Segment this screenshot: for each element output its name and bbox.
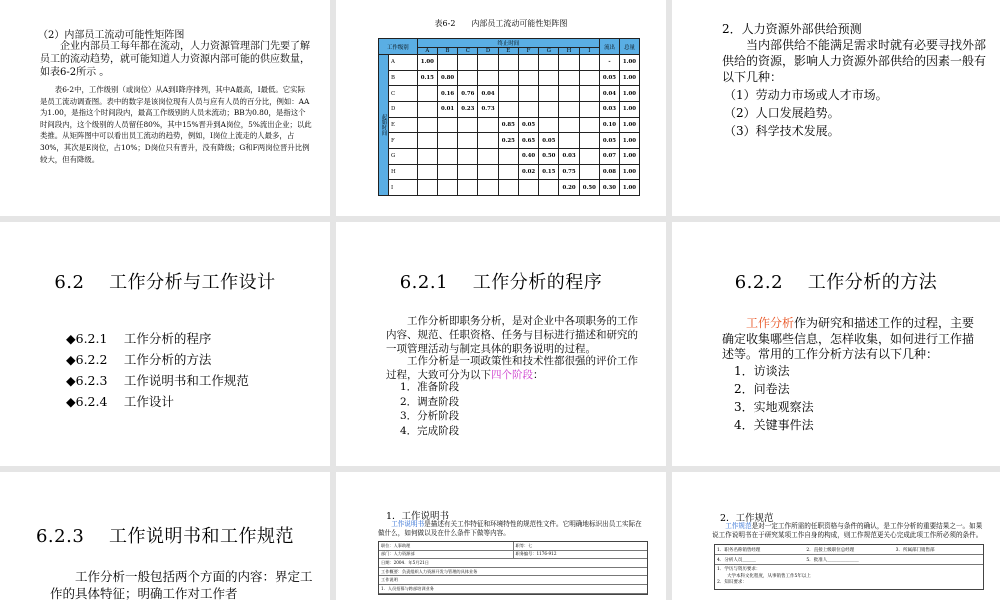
form-line: 2．知识要求： [717, 580, 747, 586]
slide-paragraph [722, 316, 984, 363]
total-cell: 1.00 [620, 148, 640, 164]
form-line: 大学本科文化程度，从事销售工作5年以上 [727, 573, 811, 579]
table-row [379, 86, 640, 102]
matrix-cell [437, 55, 457, 71]
table-row [379, 55, 640, 71]
matrix-cell: 0.15 [539, 164, 559, 180]
matrix-cell [559, 70, 579, 86]
highlight-text: 工作说明书 [391, 520, 425, 528]
column-header: H [559, 48, 579, 55]
matrix-cell [478, 148, 498, 164]
matrix-cell [458, 133, 478, 149]
matrix-cell [518, 86, 538, 102]
matrix-cell [518, 180, 538, 196]
matrix-cell: 0.03 [559, 148, 579, 164]
matrix-cell [559, 117, 579, 133]
row-category: A [389, 55, 418, 71]
method-list [734, 362, 814, 434]
total-cell: 1.00 [620, 133, 640, 149]
row-category: B [389, 70, 418, 86]
section-list [66, 328, 249, 412]
list-item: （2）人口发展趋势。 [724, 106, 840, 120]
column-header: A [417, 48, 437, 55]
matrix-cell [417, 86, 437, 102]
matrix-cell [539, 117, 559, 133]
matrix-cell [458, 180, 478, 196]
row-category: F [389, 133, 418, 149]
slide-paragraph: 工作分析一般包括两个方面的内容：界定工作的具体特征；明确工作对工作者 [50, 569, 313, 600]
list-item: ◆6.2.3 工作说明书和工作规范 [66, 373, 249, 388]
list-item: 3．实地观察法 [734, 400, 814, 414]
matrix-cell [579, 164, 599, 180]
para-text: 是对一定工作所需的任职资格与条件的确认，是工作分析的重要结果之一。如果说工作说明书在于研究某项工作自身的构成，则工作规范更关心完成此项工作所必须的条件。 [712, 522, 983, 539]
flow-matrix-table [378, 38, 640, 196]
matrix-cell [559, 86, 579, 102]
matrix-cell [518, 70, 538, 86]
highlight-text: 工作分析 [746, 316, 795, 330]
form-row [379, 551, 647, 560]
form-row [715, 555, 983, 565]
slide-title: 6.2 工作分析与工作设计 [54, 272, 276, 293]
form-cell: 日期：2004．年5月21日 [381, 559, 429, 565]
matrix-cell: 0.65 [518, 133, 538, 149]
total-cell: 1.00 [620, 180, 640, 196]
matrix-cell [417, 133, 437, 149]
slide-paragraph: 当内部供给不能满足需求时就有必要寻找外部供给的资源，影响人力资源外部供给的因素一般有以下几种： [722, 38, 987, 84]
matrix-cell [478, 70, 498, 86]
slide-thumbnail-7[interactable] [0, 472, 330, 600]
matrix-cell [579, 117, 599, 133]
form-row [379, 559, 647, 568]
form-cell: 职等：七 [513, 542, 648, 550]
matrix-cell [458, 148, 478, 164]
form-row [715, 545, 983, 555]
slide-thumbnail-5[interactable] [336, 222, 666, 466]
matrix-cell [498, 55, 518, 71]
form-row [379, 542, 647, 551]
matrix-cell [437, 133, 457, 149]
matrix-cell [539, 180, 559, 196]
matrix-cell [478, 180, 498, 196]
form-row [379, 585, 647, 594]
slide-thumbnail-4[interactable] [0, 222, 330, 466]
matrix-cell [417, 101, 437, 117]
form-cell: 2．直接上级职位总经理 [806, 547, 855, 553]
para-text: 作为研究和描述工作的过程，主要确定收集哪些信息，怎样收集，如何进行工作描述等。常用的工作分析方法有以下几种： [722, 316, 975, 361]
slide-thumbnail-1[interactable] [0, 0, 330, 216]
list-item: 4．关键事件法 [734, 418, 814, 432]
matrix-cell: 0.50 [539, 148, 559, 164]
matrix-cell [417, 117, 437, 133]
form-cell: 4．分析人员＿＿＿ [717, 557, 756, 563]
outflow-cell: 0.10 [600, 117, 620, 133]
form-cell: 5．批准人＿＿＿＿＿＿＿ [806, 557, 859, 563]
matrix-cell [458, 70, 478, 86]
slide-paragraph: 企业内部员工每年都在流动，人力资源管理部门先要了解员工的流动趋势，就可能知道人力资源内部可能的供应数量，如表6-2所示 。 [40, 41, 310, 78]
matrix-cell [437, 117, 457, 133]
column-header: I [579, 48, 599, 55]
slide-heading: 2．人力资源外部供给预测 [722, 22, 862, 36]
matrix-cell [518, 101, 538, 117]
row-category: D [389, 101, 418, 117]
slide-title: 6.2.2 工作分析的方法 [734, 272, 938, 293]
matrix-cell [559, 133, 579, 149]
table-row [379, 148, 640, 164]
slide-title: 6.2.1 工作分析的程序 [399, 272, 603, 293]
total-cell: 1.00 [620, 101, 640, 117]
list-item: 4．完成阶段 [400, 424, 460, 437]
list-item: ◆6.2.4 工作设计 [66, 394, 174, 409]
form-cell: 1．职务名称销售经理 [717, 547, 761, 553]
matrix-cell [539, 86, 559, 102]
column-header: G [539, 48, 559, 55]
total-cell: 1.00 [620, 164, 640, 180]
header-end-time: 终止时间 [417, 39, 599, 48]
form-line: 1．学历与资历要求： [717, 567, 761, 572]
row-category: E [389, 117, 418, 133]
column-header: E [498, 48, 518, 55]
outflow-cell: 0.07 [600, 148, 620, 164]
matrix-cell [579, 86, 599, 102]
matrix-cell: 0.40 [518, 148, 538, 164]
slide-paragraph [712, 522, 984, 540]
outflow-cell: 0.08 [600, 164, 620, 180]
row-category: I [389, 180, 418, 196]
table-row [379, 180, 640, 196]
para-text: ： [533, 369, 544, 381]
slide-paragraph: 表6-2中，工作级别（或岗位）从A到I降序排列，其中A最高，I最低。它实际是员工流动调查图。表中的数字是该岗位现有人员与应有人员的百分比，例如：AA为1.00，是指这个时间段内，最高工作级别的人员未流动；BB为0.80，是指这个时间段内，这个级别的人员留任80%，其中15%晋升到A岗位，5%流出企业；以此类推。从矩阵图中可以看出员工流动的趋势，例如，I岗位上流走的人最多，占30%，其次是E岗位，占10%；D岗位只有晋升，没有降级；G和F两岗位晋升比例较大，但有降级。 [40, 85, 312, 164]
matrix-cell [437, 164, 457, 180]
column-header: D [478, 48, 498, 55]
list-item: 1．访谈法 [734, 364, 790, 378]
matrix-cell: 0.16 [437, 86, 457, 102]
row-category: C [389, 86, 418, 102]
matrix-cell: 0.73 [478, 101, 498, 117]
form-row [379, 576, 647, 585]
matrix-cell: 0.01 [437, 101, 457, 117]
highlight-text: 工作规范 [725, 522, 752, 530]
matrix-cell [478, 55, 498, 71]
table-row [379, 101, 640, 117]
matrix-cell: 0.20 [559, 180, 579, 196]
outflow-cell: 0.05 [600, 133, 620, 149]
table-row [379, 133, 640, 149]
form-cell: 部门：人力资源部 [381, 551, 415, 557]
list-item: ◆6.2.1 工作分析的程序 [66, 331, 212, 346]
header-total: 总量 [620, 39, 640, 55]
slide-heading: 2．工作规范 [720, 513, 774, 524]
slide-paragraph [386, 354, 648, 382]
form-cell: 1．人员招募与跨部培训业务 [381, 585, 434, 591]
matrix-cell [579, 148, 599, 164]
matrix-cell [559, 55, 579, 71]
slide-thumbnail-2[interactable] [336, 0, 666, 216]
matrix-cell [498, 148, 518, 164]
outflow-cell: 0.04 [600, 86, 620, 102]
matrix-cell: 0.23 [458, 101, 478, 117]
matrix-cell [458, 164, 478, 180]
slide-heading: （2）内部员工流动可能性矩阵图 [38, 30, 185, 41]
matrix-cell [458, 55, 478, 71]
slide-paragraph: 工作分析即职务分析，是对企业中各项职务的工作内容、规范、任职资格、任务与目标进行描述和研究的一项管理活动与制定具体的职务说明的过程。 [386, 315, 638, 355]
list-item: （1）劳动力市场或人才市场。 [724, 88, 888, 102]
table-row [379, 117, 640, 133]
highlight-text: 四个阶段 [491, 369, 533, 381]
matrix-cell: 0.15 [417, 70, 437, 86]
outflow-cell: 0.30 [600, 180, 620, 196]
slide-paragraph [378, 520, 648, 538]
matrix-cell: 0.75 [559, 164, 579, 180]
para-text: 是描述有关工作特征和环境特性的规范性文件。它明确地标识出员工实际在做什么，如何做以及在什么条件下做等内容。 [378, 520, 642, 537]
matrix-cell [498, 101, 518, 117]
matrix-cell: 1.00 [417, 55, 437, 71]
form-cell: 职位：人事助理 [381, 542, 411, 548]
job-spec-form [714, 544, 984, 590]
matrix-cell [539, 55, 559, 71]
slide-title: 6.2.3 工作说明书和工作规范 [35, 526, 295, 547]
matrix-cell [437, 180, 457, 196]
outflow-cell: 0.05 [600, 70, 620, 86]
job-description-form [378, 541, 648, 595]
matrix-cell: 0.50 [579, 180, 599, 196]
total-cell: 1.00 [620, 55, 640, 71]
form-cell: 工作说明 [381, 577, 398, 583]
matrix-cell [539, 101, 559, 117]
list-item: 1．准备阶段 [400, 381, 460, 393]
total-cell: 1.00 [620, 70, 640, 86]
matrix-cell: 0.02 [518, 164, 538, 180]
matrix-cell [498, 164, 518, 180]
matrix-cell: 0.85 [498, 117, 518, 133]
form-cell: 3．所属部门销售部 [895, 547, 935, 553]
outflow-cell: 0.03 [600, 101, 620, 117]
start-time-label: 起始时间 [379, 55, 389, 196]
matrix-cell [437, 148, 457, 164]
column-header: C [458, 48, 478, 55]
stage-list [400, 380, 459, 438]
list-item: （3）科学技术发展。 [724, 124, 840, 138]
form-cell: 职务编号：1176-912 [513, 551, 648, 559]
matrix-cell [417, 180, 437, 196]
slide-thumbnail-8[interactable] [336, 472, 666, 600]
slide-thumbnail-3[interactable] [672, 0, 1000, 216]
matrix-cell [478, 117, 498, 133]
matrix-cell: 0.05 [518, 117, 538, 133]
matrix-cell [579, 70, 599, 86]
header-level: 工作级别 [379, 39, 418, 55]
row-category: G [389, 148, 418, 164]
list-item: 2．问卷法 [734, 382, 790, 396]
column-header: F [518, 48, 538, 55]
matrix-cell [579, 55, 599, 71]
slide-thumbnail-6[interactable] [672, 222, 1000, 466]
total-cell: 1.00 [620, 117, 640, 133]
matrix-cell [417, 164, 437, 180]
form-cell: 工作概要：负责组织人力资源开发与管理的具体业务 [381, 568, 478, 574]
table-row [379, 70, 640, 86]
list-item: ◆6.2.2 工作分析的方法 [66, 352, 212, 367]
matrix-cell [579, 133, 599, 149]
outflow-cell: - [600, 55, 620, 71]
matrix-cell [579, 101, 599, 117]
factor-list [724, 86, 888, 140]
matrix-cell [498, 86, 518, 102]
table-title: 表6-2 内部员工流动可能性矩阵图 [434, 19, 568, 28]
list-item: 3．分析阶段 [400, 410, 460, 423]
matrix-cell [478, 133, 498, 149]
form-block [715, 565, 983, 589]
matrix-cell [559, 101, 579, 117]
form-row [379, 568, 647, 577]
total-cell: 1.00 [620, 86, 640, 102]
matrix-cell: 0.04 [478, 86, 498, 102]
matrix-cell: 0.80 [437, 70, 457, 86]
matrix-cell: 0.76 [458, 86, 478, 102]
slide-heading: 1．工作说明书 [386, 511, 450, 522]
matrix-cell: 0.05 [539, 133, 559, 149]
para-text: 工作分析是一项政策性和技术性都很强的评价工作过程，大致可分为以下 [386, 355, 638, 381]
matrix-cell [458, 117, 478, 133]
slide-thumbnail-9[interactable] [672, 472, 1000, 600]
row-category: H [389, 164, 418, 180]
matrix-cell [478, 164, 498, 180]
matrix-cell: 0.25 [498, 133, 518, 149]
list-item: 2．调查阶段 [400, 395, 460, 408]
matrix-cell [539, 70, 559, 86]
column-header: B [437, 48, 457, 55]
matrix-cell [417, 148, 437, 164]
matrix-cell [518, 55, 538, 71]
matrix-cell [498, 70, 518, 86]
header-outflow: 流出 [600, 39, 620, 55]
matrix-cell [498, 180, 518, 196]
table-row [379, 164, 640, 180]
